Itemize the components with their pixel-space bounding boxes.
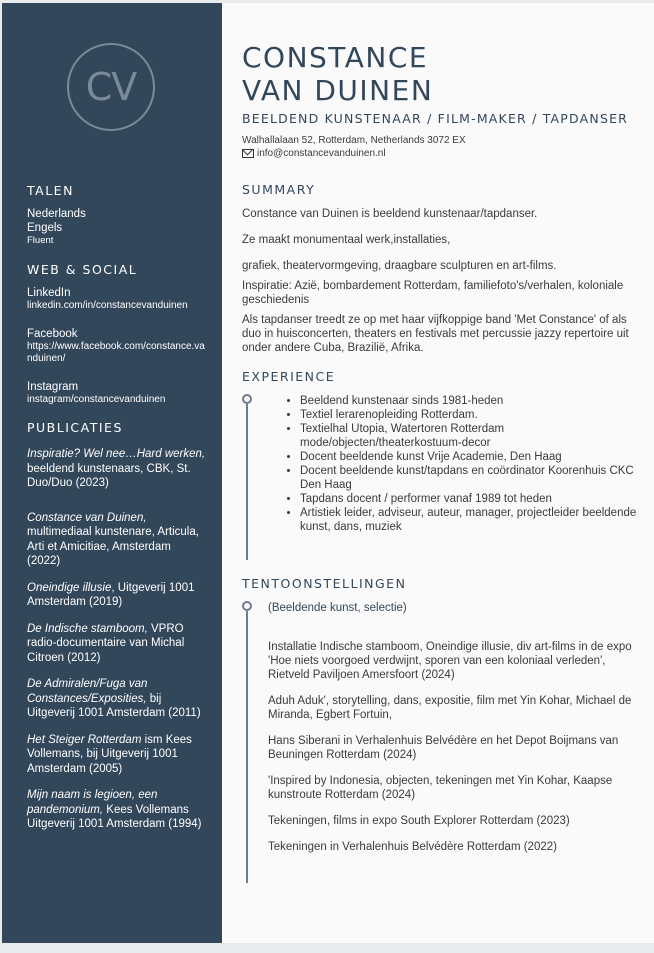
publication-item [27, 511, 207, 569]
experience-section [242, 394, 642, 534]
exhibitions-heading: TENTOONSTELLINGEN [242, 576, 407, 591]
social-facebook [27, 327, 207, 365]
exhibitions-section [242, 601, 642, 854]
publication-item [27, 733, 207, 777]
publication-details: ism Kees Vollemans, bij Uitgeverij 1001 Amsterdam (2005) [27, 733, 192, 775]
contact-block [242, 134, 642, 160]
name-line-2: VAN DUINEN [242, 74, 434, 107]
publication-title: Oneindige illusie [27, 581, 112, 594]
timeline-line [246, 404, 248, 560]
publication-details: multimediaal kunstenare, Articula, Arti et Amicitiae, Amsterdam (2022) [27, 526, 199, 567]
exhibition-item: Installatie Indische stamboom, Oneindige illusie, div art-films in de expo 'Hoe niets voorgoed verdwijnt, sporen van een koloniaal verleden', Rietveld Paviljoen Amersfoort (2024) [268, 641, 632, 681]
publication-details: beeldend kunstenaars, CBK, St. Duo/Duo (2023) [27, 462, 191, 489]
publications-heading: PUBLICATIES [27, 420, 123, 435]
publication-title: Inspiratie? Wel nee…Hard werken, [27, 448, 206, 460]
exhibition-item: Hans Siberani in Verhalenhuis Belvédère en het Depot Boijmans van Beuningen Rotterdam (2024) [268, 735, 619, 761]
social-linkedin [27, 286, 207, 312]
summary-heading: SUMMARY [242, 182, 316, 197]
publication-item [27, 622, 207, 666]
cv-page [2, 3, 654, 943]
publication-item [27, 788, 207, 832]
experience-heading: EXPERIENCE [242, 369, 336, 384]
exhibition-item: 'Inspired by Indonesia, objecten, tekeningen met Yin Kohar, Kaapse kunstroute Rotterdam (2024) [268, 775, 613, 801]
publication-details: , Uitgeverij 1001 Amsterdam (2019) [27, 581, 195, 608]
summary-paragraph: Ze maakt monumentaal werk,installaties, [242, 234, 451, 246]
summary-paragraph: grafiek, theatervormgeving, draagbare sculpturen en art-films. [242, 260, 557, 272]
timeline-line [246, 611, 248, 883]
publication-title: De Indische stamboom, [27, 622, 148, 635]
experience-item: • Docent beeldende kunst Vrije Academie, Den Haag [300, 450, 642, 464]
social-link[interactable]: linkedin.com/in/constancevanduinen [27, 300, 188, 311]
summary-paragraph: Constance van Duinen is beeldend kunstenaar/tapdanser. [242, 208, 538, 220]
language-level: Fluent [27, 235, 54, 246]
publication-details: VPRO radio-documentaire van Michal Citroen (2012) [27, 622, 185, 664]
experience-item: • Artistiek leider, adviseur, auteur, manager, projectleider beeldende kunst, dans, muziek [300, 506, 642, 534]
publication-item [27, 581, 207, 610]
social-instagram [27, 380, 207, 406]
publication-details: Kees Vollemans Uitgeverij 1001 Amsterdam (1994) [27, 803, 202, 830]
email-link[interactable]: info@constancevanduinen.nl [257, 148, 386, 159]
name-line-1: CONSTANCE [242, 41, 429, 74]
sidebar [2, 3, 222, 943]
social-link[interactable]: https://www.facebook.com/constance.vanduinen/ [27, 341, 205, 364]
exhibition-item: Tekeningen in Verhalenhuis Belvédère Rotterdam (2022) [268, 841, 557, 853]
summary-paragraph: Inspiratie: Azië, bombardement Rotterdam, familiefoto's/verhalen, koloniale geschiedenis [242, 280, 624, 306]
experience-item: • Tapdans docent / performer vanaf 1989 tot heden [300, 492, 642, 506]
publication-details: bij Uitgeverij 1001 Amsterdam (2011) [27, 692, 201, 719]
mail-icon [242, 149, 254, 158]
exhibition-item: Tekeningen, films in expo South Explorer Rotterdam (2023) [268, 815, 570, 827]
experience-item: • Textielhal Utopia, Watertoren Rotterdam mode/objecten/theaterkostuum-decor [300, 422, 642, 450]
main-content [242, 41, 642, 854]
exhibition-item: Aduh Aduk', storytelling, dans, expositie, film met Yin Kohar, Michael de Miranda, Egbert Fortuin, [268, 695, 632, 721]
web-social-heading: WEB & SOCIAL [27, 262, 138, 277]
publication-title: Het Steiger Rotterdam [27, 733, 142, 746]
exhibitions-subheading: (Beeldende kunst, selectie) [268, 602, 407, 614]
language-item: Nederlands [27, 208, 86, 220]
summary-paragraph: Als tapdanser treedt ze op met haar vijfkoppige band 'Met Constance' of als duo in huisconcerten, theaters en festivals met percussie jazzy repertoire uit onder andere Cuba, Brazilië, Afrika. [242, 314, 629, 354]
timeline-dot [242, 601, 252, 611]
languages-heading: TALEN [27, 183, 74, 198]
cv-logo: CV [67, 43, 155, 131]
timeline-dot [242, 394, 252, 404]
job-title: BEELDEND KUNSTENAAR / FILM-MAKER / TAPDANSER [242, 111, 629, 126]
social-label: Facebook [27, 328, 78, 340]
experience-item: • Beeldend kunstenaar sinds 1981-heden [300, 394, 642, 408]
social-link[interactable]: instagram/constancevanduinen [27, 394, 166, 405]
social-label: LinkedIn [27, 287, 71, 299]
experience-list [242, 394, 642, 534]
experience-item: • Docent beeldende kunst/tapdans en coördinator Koorenhuis CKC Den Haag [300, 464, 642, 492]
language-item: Engels [27, 222, 63, 234]
publication-title: De Admiralen/Fuga van Constances/Exposities, [27, 678, 148, 705]
publication-item [27, 677, 207, 721]
publication-title: Constance van Duinen, [27, 511, 147, 524]
sidebar-content [27, 183, 207, 844]
address: Walhallalaan 52, Rotterdam, Netherlands 3072 EX [242, 135, 466, 146]
experience-item: • Textiel lerarenopleiding Rotterdam. [300, 408, 642, 422]
publication-item [27, 447, 207, 491]
email-row [242, 147, 642, 160]
social-label: Instagram [27, 381, 79, 393]
publication-title: Mijn naam is legioen, een pandemonium, [27, 789, 158, 816]
